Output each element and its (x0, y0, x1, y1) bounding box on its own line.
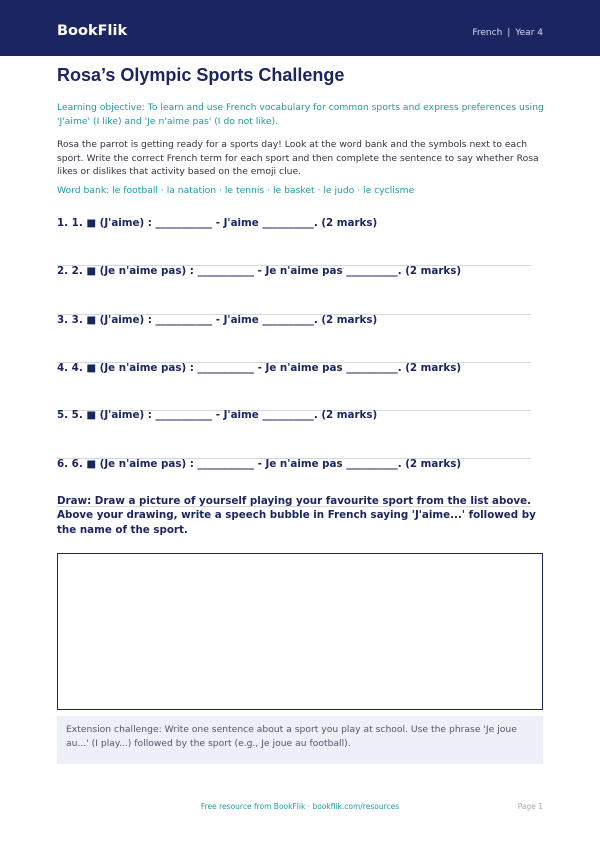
footer-link[interactable]: Free resource from BookFlik · bookflik.com/resources (200, 802, 400, 811)
worksheet-title: Rosa’s Olympic Sports Challenge (57, 65, 345, 85)
drawing-prompt: Draw: Draw a picture of yourself playing your favourite sport from the list above. Above your drawing, write a speech bubble in French saying 'J'aime...' followed by the name of the sport. (57, 495, 536, 536)
word-bank: Word bank: le football · la natation · le tennis · le basket · le judo · le cyclisme (57, 185, 415, 196)
question-5 (57, 409, 531, 425)
question-text: 2. 2. ■ (Je n'aime pas) : ___________ - Je n'aime pas __________. (2 marks) (57, 265, 462, 277)
year-label: Year 4 (515, 28, 543, 38)
extension-text: Extension challenge: Write one sentence about a sport you play at school. Use the phrase 'Je joue au...' (I play...) followed by the sport (e.g., Je joue au football). (66, 724, 517, 749)
question-text: 1. 1. ■ (J'aime) : ___________ - J'aime __________. (2 marks) (57, 217, 378, 229)
question-text: 6. 6. ■ (Je n'aime pas) : ___________ - Je n'aime pas __________. (2 marks) (57, 458, 462, 470)
page-number: Page 1 (517, 802, 543, 811)
question-text: 3. 3. ■ (J'aime) : ___________ - J'aime __________. (2 marks) (57, 314, 378, 326)
page-header (0, 0, 600, 56)
subject-year-label (472, 28, 543, 38)
brand-logo: BookFlik (57, 23, 128, 39)
drawing-area[interactable] (57, 553, 543, 710)
meta-separator: | (507, 28, 511, 38)
subject-label: French (472, 28, 503, 38)
instructions-text: Rosa the parrot is getting ready for a sports day! Look at the word bank and the symbols next to each sport. Write the correct French term for each sport and then complete the sentence to say whether Rosa likes or dislikes that activity based on the emoji clue. (57, 139, 539, 177)
question-text: 5. 5. ■ (J'aime) : ___________ - J'aime __________. (2 marks) (57, 409, 378, 421)
question-1 (57, 217, 531, 233)
question-6 (57, 458, 531, 474)
question-4 (57, 362, 531, 378)
question-2 (57, 265, 531, 281)
question-3 (57, 314, 531, 330)
question-text: 4. 4. ■ (Je n'aime pas) : ___________ - Je n'aime pas __________. (2 marks) (57, 362, 462, 374)
learning-objective: Learning objective: To learn and use French vocabulary for common sports and express preferences using 'J'aime' (I like) and 'Je n'aime pas' (I do not like). (57, 102, 544, 127)
extension-box (57, 716, 543, 764)
